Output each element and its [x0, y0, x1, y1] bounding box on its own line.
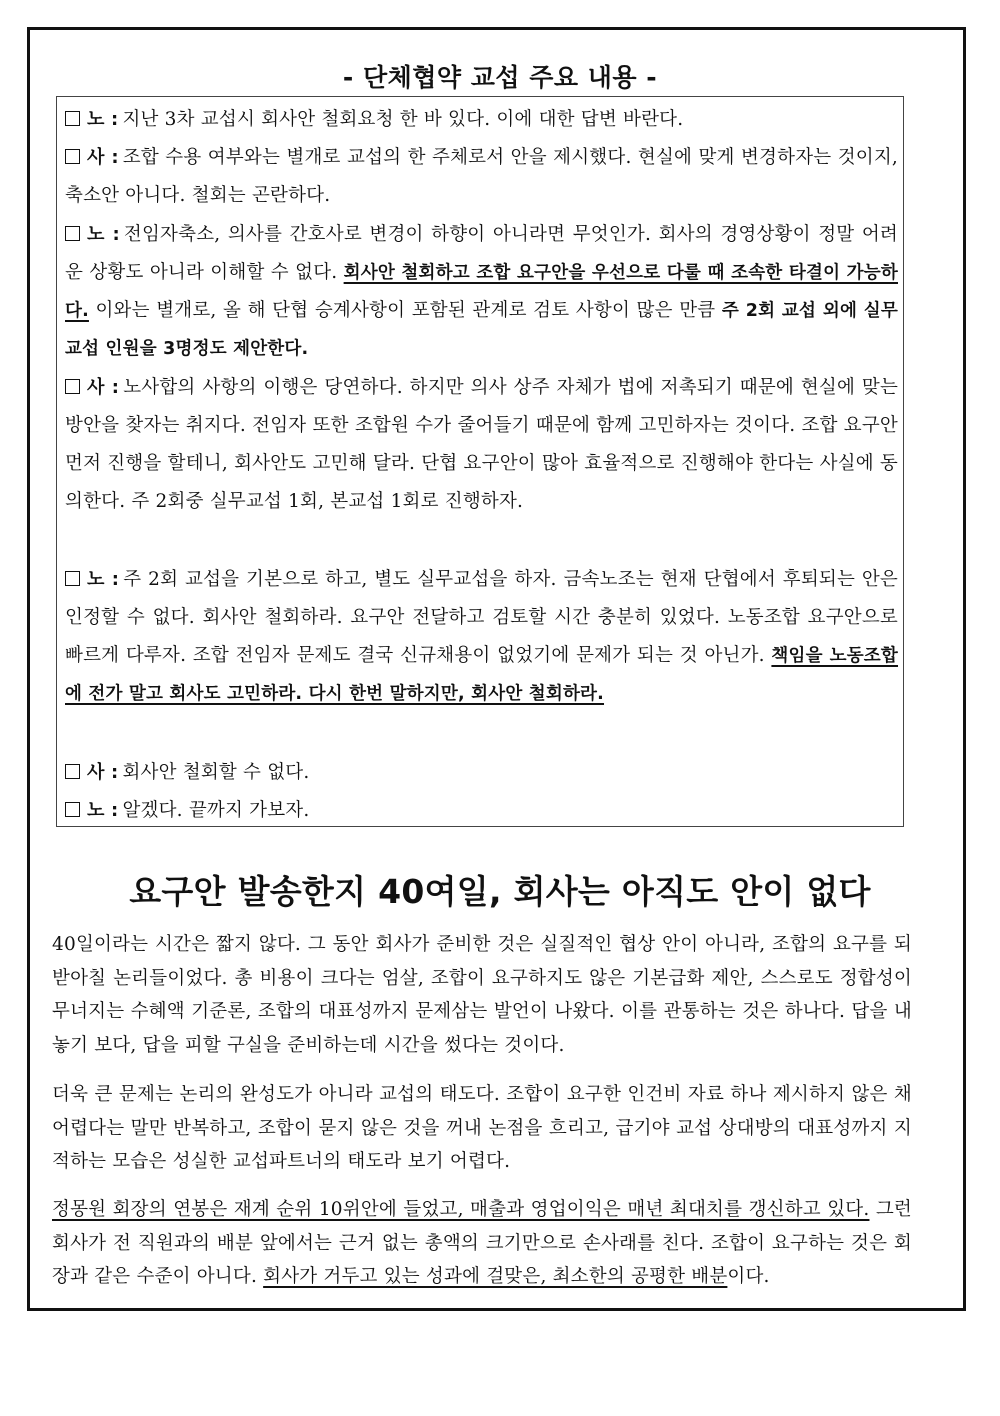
checkbox-square-icon: [65, 764, 80, 779]
dialogue-entry-3: [65, 216, 898, 368]
speaker-label: 노 :: [87, 569, 120, 590]
dialogue-entry-6: [65, 754, 898, 792]
dialogue-text: 회사안 철회할 수 없다.: [122, 762, 310, 783]
dialogue-text: 노사합의 사항의 이행은 당연하다. 하지만 의사 상주 자체가 법에 저촉되기 때문에 현실에 맞는 방안을 찾자는 취지다. 전임자 또한 조합원 수가 줄어들기 때문에 함께 고민하자는 것이다. 조합 요구안 먼저 진행을 할테니, 회사안도 고민해 달라. 단협 요구안이 많아 효율적으로 진행해야 한다는 사실에 동의한다. 주 2회중 실무교섭 1회, 본교섭 1회로 진행하자.: [65, 377, 899, 512]
dialogue-entry-1: [65, 101, 898, 139]
paragraph-text: 더욱 큰 문제는 논리의 완성도가 아니라 교섭의 태도다. 조합이 요구한 인건비 자료 하나 제시하지 않은 채 어렵다는 말만 반복하고, 조합이 묻지 않은 것을 꺼내 논점을 흐리고, 급기야 교섭 상대방의 대표성까지 지적하는 모습은 성실한 교섭파트너의 태도라 보기 어렵다.: [52, 1084, 912, 1172]
dialogue-text: 알겠다. 끝까지 가보자.: [122, 800, 310, 821]
speaker-label: 노 :: [87, 800, 119, 821]
paragraph-2: [52, 1078, 912, 1179]
dialogue-text: 주 2회 교섭을 기본으로 하고, 별도 실무교섭을 하자. 금속노조는 현재 단협에서 후퇴되는 안은 인정할 수 없다. 회사안 철회하라. 요구안 전달하고 검토할 시간 충분히 있었다. 노동조합 요구안으로 빠르게 다루자. 조합 전임자 문제도 결국 신규채용이 없었기에 문제가 되는 것 아닌가.: [65, 569, 899, 666]
section-title: - 단체협약 교섭 주요 내용 -: [342, 63, 658, 92]
dialogue-text: 전임자축소, 의사를 간호사로 변경이 하향이 아니라면 무엇인가. 회사의 경영상황이 정말 어려운 상황도 아니라 이해할 수 없다.: [65, 224, 899, 283]
checkbox-square-icon: [65, 802, 80, 817]
speaker-label: 노 :: [87, 109, 119, 130]
paragraph-3: [52, 1193, 912, 1294]
dialogue-text: 조합 수용 여부와는 별개로 교섭의 한 주체로서 안을 제시했다. 현실에 맞게 변경하자는 것이지, 축소안 아니다. 철회는 곤란하다.: [65, 147, 898, 206]
speaker-label: 사 :: [87, 377, 120, 398]
paragraph-text: 이다.: [727, 1266, 770, 1287]
speaker-label: 사 :: [87, 762, 119, 783]
underlined-statement: 회사가 거두고 있는 성과에 걸맞은, 최소한의 공평한 배분: [263, 1266, 728, 1287]
dialogue-entry-7: [65, 792, 898, 830]
checkbox-square-icon: [65, 111, 80, 126]
dialogue-entry-5: [65, 561, 898, 713]
paragraph-1: [52, 928, 912, 1062]
dialogue-entry-4: [65, 369, 898, 521]
dialogue-entry-2: [65, 139, 898, 215]
checkbox-square-icon: [65, 379, 80, 394]
dialogue-text: 지난 3차 교섭시 회사안 철회요청 한 바 있다. 이에 대한 답변 바란다.: [122, 109, 684, 130]
checkbox-square-icon: [65, 226, 80, 241]
paragraph-text: 40일이라는 시간은 짧지 않다. 그 동안 회사가 준비한 것은 실질적인 협상 안이 아니라, 조합의 요구를 되받아칠 논리들이었다. 총 비용이 크다는 엄살, 조합이 요구하지도 않은 기본급화 제안, 스스로도 정합성이 무너지는 수혜액 기준론, 조합의 대표성까지 문제삼는 발언이 나왔다. 이를 관통하는 것은 하나다. 답을 내놓기 보다, 답을 피할 구실을 준비하는데 시간을 썼다는 것이다.: [52, 934, 912, 1056]
speaker-label: 사 :: [87, 147, 119, 168]
underlined-statement: 정몽원 회장의 연봉은 재계 순위 10위안에 들었고, 매출과 영업이익은 매년 최대치를 갱신하고 있다.: [52, 1199, 870, 1220]
speaker-label: 노 :: [87, 224, 120, 245]
highlighted-proposal: 주 2회 교섭 외에 실무교섭 인원을 3명정도 제안한다.: [65, 301, 898, 359]
checkbox-square-icon: [65, 149, 80, 164]
highlighted-demand: 책임을 노동조합에 전가 말고 회사도 고민하라. 다시 한번 말하지만, 회사안 철회하라.: [65, 646, 899, 704]
article-headline: 요구안 발송한지 40여일, 회사는 아직도 안이 없다: [129, 872, 871, 911]
checkbox-square-icon: [65, 571, 80, 586]
highlighted-demand: 회사안 철회하고 조합 요구안을 우선으로 다룰 때 조속한 타결이 가능하다.: [65, 263, 898, 321]
dialogue-text: 이와는 별개로, 올 해 단협 승계사항이 포함된 관계로 검토 사항이 많은 만큼: [88, 300, 722, 321]
paragraph-text: 그런 회사가 전 직원과의 배분 앞에서는 근거 없는 총액의 크기만으로 손사래를 친다. 조합이 요구하는 것은 회장과 같은 수준이 아니다.: [52, 1199, 912, 1287]
